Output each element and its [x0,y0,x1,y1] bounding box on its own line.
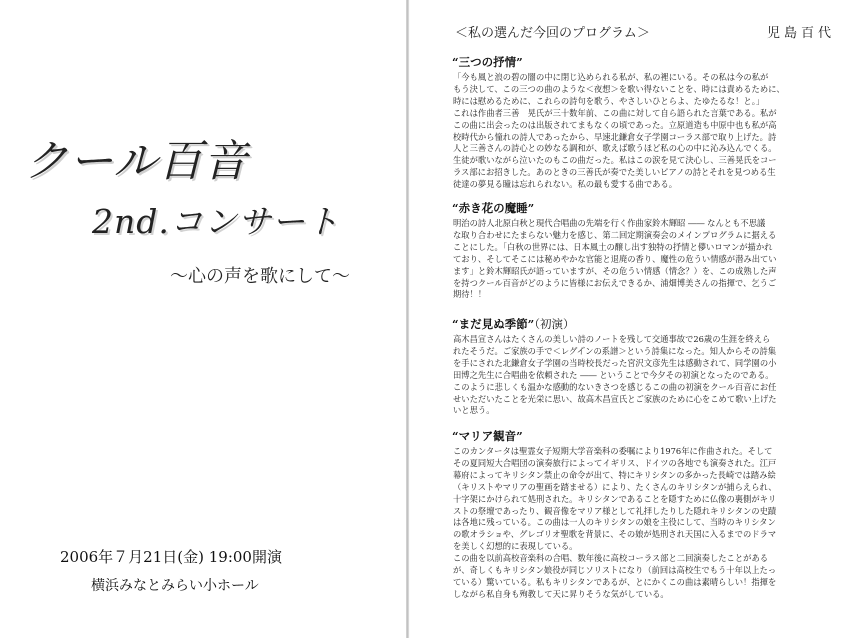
body-line: 徒達の夢見る瞳は忘れられない。私の最も愛する曲である。 [453,179,678,190]
body-line: この曲を以前高校音楽科の合唱、数年後に高校コーラス部と二回演奏したことがある [453,553,769,564]
page-gutter [406,0,409,638]
section-body [453,446,833,601]
section-body [453,334,833,417]
concert-tagline: ～心の声を歌にして～ [170,266,350,287]
section-title [452,200,534,216]
body-line: 高木昌宣さんはたくさんの美しい詩のノートを残して交通事故で26歳の生涯を終えら [453,334,771,344]
body-line: せいただいたことを光栄に思い、故高木昌宣氏とご家族のために心をこめて歌い上げた [453,393,777,404]
body-line: が、奇しくもキリシタン娘役が同じソリストになり（前回は高校生でもう十年以上たっ [453,565,777,576]
body-line: ます」と鈴木輝昭氏が語っていますが、その危うい情感（情念？）を、この成熟した声 [453,265,777,276]
body-line: ている）驚いている。私もキリシタンであるが、とにかくこの曲は素晴らしい！指揮を [453,576,777,587]
body-line: を美しく幻想的に表現している。 [453,541,578,552]
concert-date: 2006年７月21日(金) 19:00開演 [60,548,282,566]
body-line: の歌オラショや、グレゴリオ聖歌を背景に、その娘が処刑され天国に入るまでのドラマ [453,529,777,540]
body-line: 明治の詩人北原白秋と現代合唱曲の先端を行く作曲家鈴木輝昭 ―― なんとも不思議 [453,218,766,228]
body-line: を手にされた北鎌倉女子学園の当時校長だった宮沢文彦先生は感動されて、同学園の小 [453,357,777,368]
body-line: いと思う。 [453,405,495,416]
body-line: ストの祭壇であったり、観音像をマリア様として礼拝したりした隠れキリシタンの史蹟 [453,505,777,516]
body-line: 田博之先生に合唱曲を依頼された ―― ということで今夕その初演となったのである。 [453,369,774,380]
body-line: （キリストやマリアの聖画を踏ませる）により、たくさんのキリシタンが捕らえられ、 [453,481,777,492]
body-line: 幕府によってキリシタン禁止の命令が出て、特にキリシタンの多かった長崎では踏み絵 [453,469,776,480]
section-body [453,72,833,191]
section-title-note: （初演） [534,317,575,331]
right-page [410,0,850,638]
section-title [452,428,523,444]
body-line: な取り合わせにたまらない魅力を感じ、第二回定期演奏会のメインプログラムに据える [453,229,777,240]
body-line: もう決して、この三つの曲のような＜夜想＞を歌い得ないことを、時には責めるために、 [453,83,785,94]
body-line: ており、そしてそこには秘めやかな官能と退廃の香り、魔性の危うい情感が潜み出てい [453,253,777,264]
body-line: このカンタータは聖霊女子短期大学音楽科の委嘱により1976年に作曲された。そして [453,446,773,456]
body-line: 十字架にかけられて処刑された。キリシタンであることを隠すために仏像の裏側がキリ [453,493,777,504]
body-line: れたそうだ。ご家族の手で＜レグイ゙ンの系譜＞という詩集になった。知人からその詩集 [453,345,777,356]
body-line: 校時代から憧れの詩人であったから、早速北鎌倉女子学園コーラス部で取り上げた。詩 [453,131,777,142]
body-line: ことにした。「白秋の世界には、日本風土の醸し出す独特の抒情と儚いロマンが描かれ [453,241,773,252]
section-title [452,54,523,70]
body-line: 「今も風と浪の碧の闇の中に閉じ込められる私が、私の裡にいる。その私は今の私が [453,72,769,82]
concert-title: クール百音 [24,136,249,187]
section-title-text: “三つの抒情” [452,55,523,69]
program-author: 児島百代 [766,26,835,41]
body-line: 期待！！ [453,289,487,300]
concert-venue: 横浜みなとみらい小ホール [91,578,259,594]
body-line: このように悲しくも温かな感動的ないきさつを感じるこの曲の初演をクール百音にお任 [453,381,777,392]
body-line: を持つクール百音がどのように皆様にお伝えできるか、浦畑博美さんの指揮で、乞うご [453,277,777,288]
body-line: この曲に出会ったのは出版されてまもなくの頃であった。立原道造も中原中也も私が高 [453,119,777,130]
program-heading: ＜私の選んだ今回のプログラム＞ [455,26,650,41]
section-title-text: “赤き花の魔睡” [452,201,535,215]
section-title [452,316,574,332]
body-line: これは作曲者三善 晃氏が三十数年前、この曲に対して自ら語られた言葉である。私が [453,107,777,118]
body-line: ラス部にお招きした。あのときの三善氏が奏でた美しいピアノの詩とそれを見つめる生 [453,167,776,178]
left-page [0,0,408,638]
body-line: しながら私自身も殉教して天に昇りそうな気がしている。 [453,588,669,599]
section-body [453,218,833,301]
body-line: 時には慰めるために、これらの詩句を歌う、やさしいひとらよ、たゆたるな！と。」 [453,95,765,106]
body-line: 生徒が歌いながら泣いたのもこの曲だった。私はこの涙を見て決心し、三善晃氏をコー [453,155,777,166]
concert-subtitle: 2nd.コンサート [92,202,340,241]
body-line: 人と三善さんの詩心との妙なる調和が、歌えば歌うほど私の心の中に沁み込んでくる。 [453,143,777,154]
body-line: その夏同短大合唱団の演奏旅行によってイギリス、ドイツの各地でも演奏された。江戸 [453,457,777,468]
body-line: は各地に残っている。この曲は一人のキリシタンの娘を主役にして、当時のキリシタン [453,517,776,528]
section-title-text: “まだ見ぬ季節” [452,317,535,331]
section-title-text: “マリア観音” [452,429,523,443]
